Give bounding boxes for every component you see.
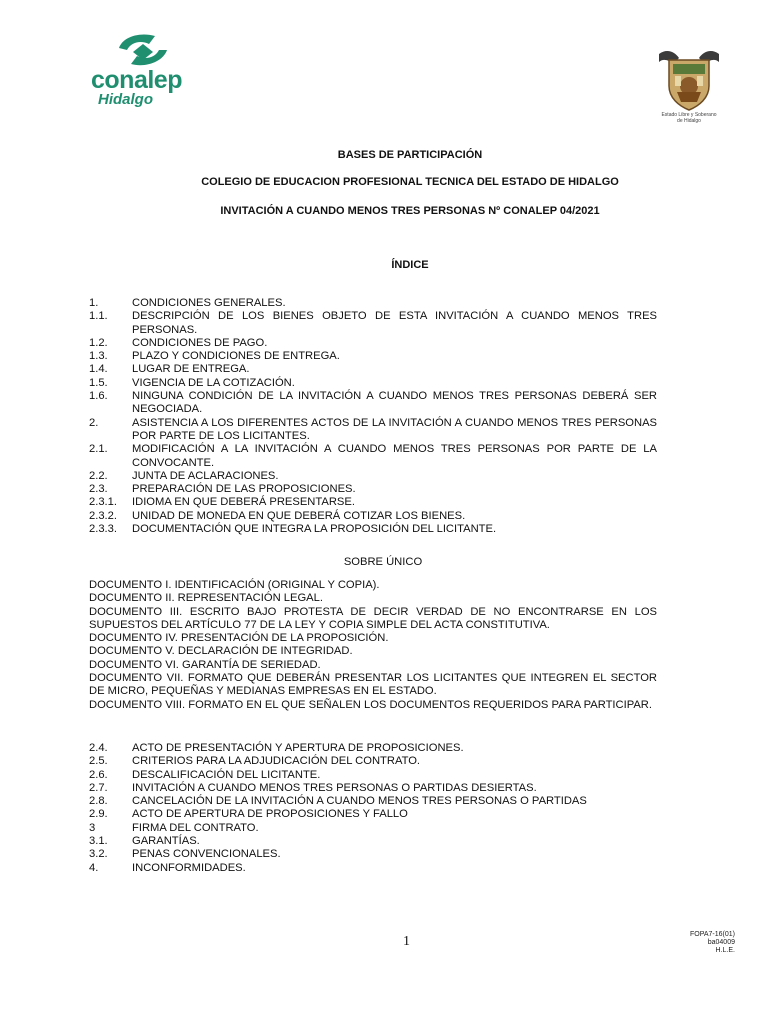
table-of-contents [89,297,657,536]
document-item: DOCUMENTO VII. FORMATO QUE DEBERÁN PRESENTAR LOS LICITANTES QUE INTEGREN EL SECTOR DE MICRO, PEQUEÑAS Y MEDIANAS EMPRESAS EN EL ESTADO. [89,672,657,698]
documents-list [89,579,657,712]
state-seal [653,48,725,140]
document-item: DOCUMENTO V. DECLARACIÓN DE INTEGRIDAD. [89,645,353,658]
toc-item: 2.5. CRITERIOS PARA LA ADJUDICACIÓN DEL CONTRATO. [89,755,421,768]
toc-item: 2. ASISTENCIA A LOS DIFERENTES ACTOS DE LA INVITACIÓN A CUANDO MENOS TRES PERSONAS POR PARTE DE LOS LICITANTES. [89,416,657,442]
toc-item: 2.3. PREPARACIÓN DE LAS PROPOSICIONES. [89,483,356,496]
toc-item: 2.1. MODIFICACIÓN A LA INVITACIÓN A CUANDO MENOS TRES PERSONAS POR PARTE DE LA CONVOCANTE. [89,443,657,469]
table-of-contents-continued [89,742,657,875]
index-heading: ÍNDICE [391,259,429,271]
page-number: 1 [403,934,410,949]
invitation-title: INVITACIÓN A CUANDO MENOS TRES PERSONAS Nº CONALEP 04/2021 [220,205,600,217]
coat-of-arms-icon [653,48,725,112]
doc-title: BASES DE PARTICIPACIÓN [337,149,483,161]
toc-item: 2.4. ACTO DE PRESENTACIÓN Y APERTURA DE PROPOSICIONES. [89,742,464,754]
brand-sub: Hidalgo [98,91,153,108]
toc-item: 2.2. JUNTA DE ACLARACIONES. [89,469,279,482]
document-item: DOCUMENTO III. ESCRITO BAJO PROTESTA DE DECIR VERDAD DE NO ENCONTRARSE EN LOS SUPUESTOS DEL ARTÍCULO 77 DE LA LEY Y COPIA SIMPLE DEL ACTA CONSTITUTIVA. [89,605,657,631]
toc-item: 4. INCONFORMIDADES. [89,861,246,874]
toc-item: 2.9. ACTO DE APERTURA DE PROPOSICIONES Y FALLO [89,808,408,821]
toc-item: 2.6. DESCALIFICACIÓN DEL LICITANTE. [89,768,321,781]
toc-item: 1. CONDICIONES GENERALES. [89,297,286,309]
toc-item: 2.3.3. DOCUMENTACIÓN QUE INTEGRA LA PROPOSICIÓN DEL LICITANTE. [89,523,497,536]
seal-caption: Estado Libre y Soberano de Hidalgo [661,112,717,124]
toc-item: 3 FIRMA DEL CONTRATO. [89,821,259,834]
institution-name: COLEGIO DE EDUCACION PROFESIONAL TECNICA DEL ESTADO DE HIDALGO [201,176,619,188]
toc-item: 1.4. LUGAR DE ENTREGA. [89,363,250,376]
toc-item: 1.1. DESCRIPCIÓN DE LOS BIENES OBJETO DE ESTA INVITACIÓN A CUANDO MENOS TRES PERSONAS. [89,310,657,336]
toc-item: 3.2. PENAS CONVENCIONALES. [89,848,281,861]
document-item: DOCUMENTO VI. GARANTÍA DE SERIEDAD. [89,658,321,671]
document-item: DOCUMENTO VIII. FORMATO EN EL QUE SEÑALEN LOS DOCUMENTOS REQUERIDOS PARA PARTICIPAR. [89,698,652,711]
toc-item: 2.3.1. IDIOMA EN QUE DEBERÁ PRESENTARSE. [89,496,355,509]
toc-item: 1.3. PLAZO Y CONDICIONES DE ENTREGA. [89,350,340,363]
toc-item: 2.3.2. UNIDAD DE MONEDA EN QUE DEBERÁ COTIZAR LOS BIENES. [89,509,466,522]
document-item: DOCUMENTO IV. PRESENTACIÓN DE LA PROPOSICIÓN. [89,632,389,645]
brand-name: conalep [91,66,182,94]
conalep-logo [88,30,198,108]
toc-item: 3.1. GARANTÍAS. [89,835,200,848]
sobre-unico-heading: SOBRE ÚNICO [343,556,423,568]
conalep-emblem-icon [113,30,173,70]
toc-item: 1.2. CONDICIONES DE PAGO. [89,336,268,349]
toc-item: 1.6. NINGUNA CONDICIÓN DE LA INVITACIÓN A CUANDO MENOS TRES PERSONAS DEBERÁ SER NEGOCIADA. [89,390,657,416]
document-item: DOCUMENTO I. IDENTIFICACIÓN (ORIGINAL Y COPIA). [89,579,380,591]
toc-item: 1.5. VIGENCIA DE LA COTIZACIÓN. [89,376,295,389]
form-code: FOPA7-16(01) ba04009 H.L.E. [690,931,735,954]
toc-item: 2.8. CANCELACIÓN DE LA INVITACIÓN A CUANDO MENOS TRES PERSONAS O PARTIDAS [89,795,587,808]
document-item: DOCUMENTO II. REPRESENTACIÓN LEGAL. [89,592,323,605]
toc-item: 2.7. INVITACIÓN A CUANDO MENOS TRES PERSONAS O PARTIDAS DESIERTAS. [89,781,537,794]
